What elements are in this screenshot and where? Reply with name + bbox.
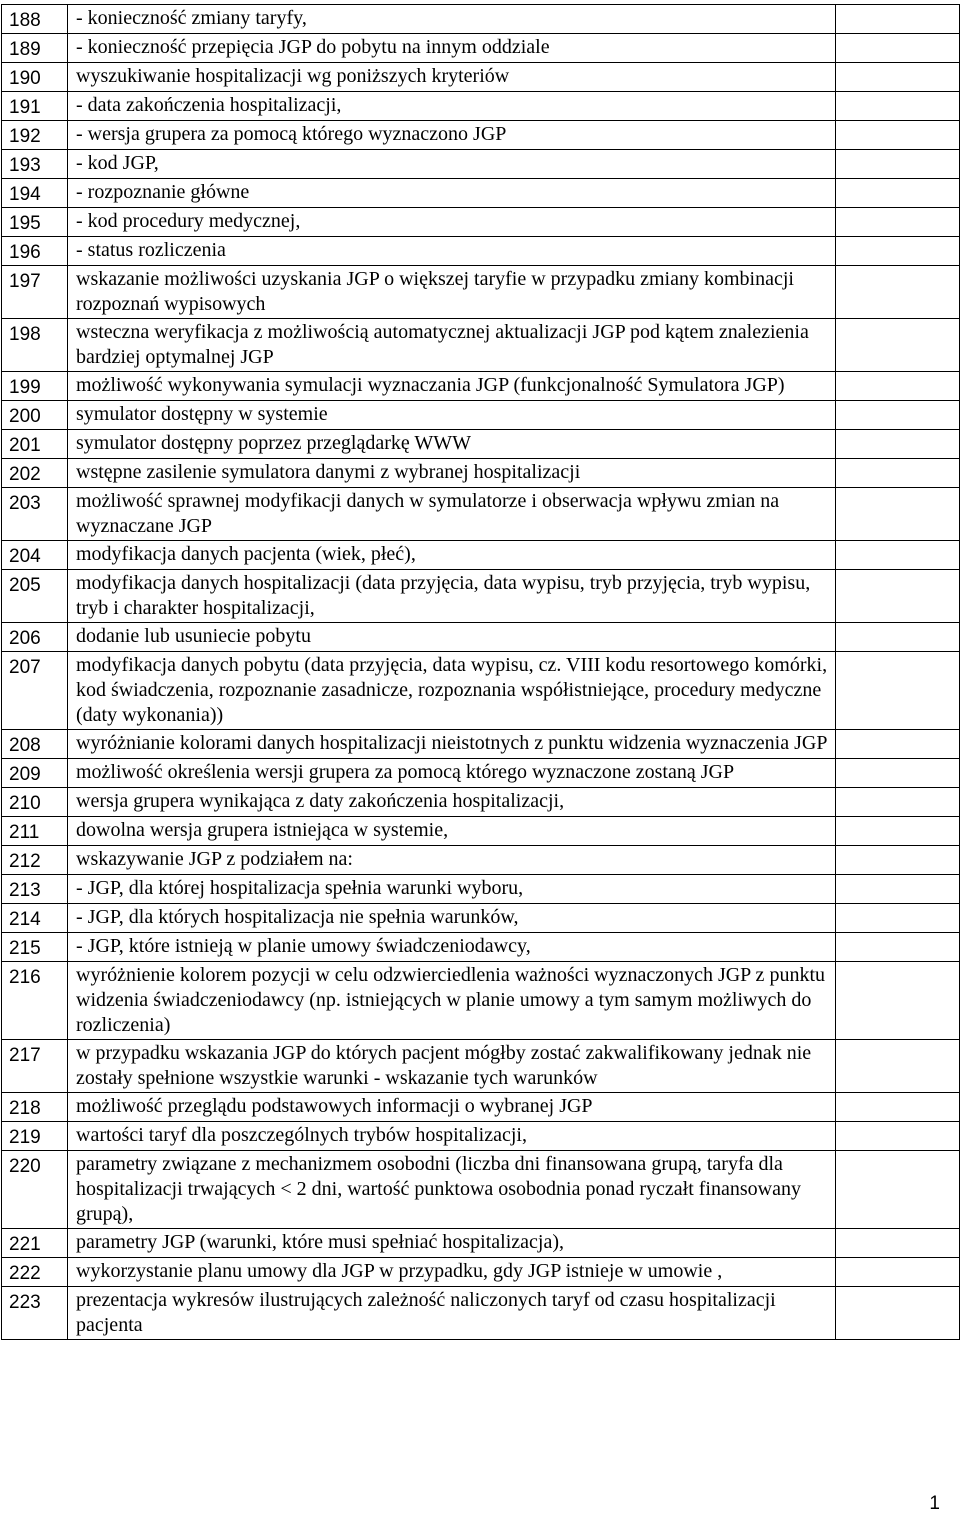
table-row [2, 488, 960, 541]
row-empty-cell [836, 34, 960, 63]
table-row [2, 1287, 960, 1340]
row-number: 205 [2, 570, 68, 623]
row-number: 202 [2, 459, 68, 488]
row-empty-cell [836, 1258, 960, 1287]
table-row [2, 904, 960, 933]
row-text: możliwość sprawnej modyfikacji danych w symulatorze i obserwacja wpływu zmian na wyznaczane JGP [68, 488, 836, 541]
table-row [2, 63, 960, 92]
row-number: 192 [2, 121, 68, 150]
row-text: możliwość wykonywania symulacji wyznaczania JGP (funkcjonalność Symulatora JGP) [68, 372, 836, 401]
table-row [2, 266, 960, 319]
row-text: - kod procedury medycznej, [68, 208, 836, 237]
row-empty-cell [836, 1093, 960, 1122]
table-row [2, 1040, 960, 1093]
table-row [2, 1151, 960, 1229]
row-empty-cell [836, 846, 960, 875]
table-row [2, 208, 960, 237]
row-number: 215 [2, 933, 68, 962]
row-text: dodanie lub usuniecie pobytu [68, 623, 836, 652]
row-number: 197 [2, 266, 68, 319]
row-number: 217 [2, 1040, 68, 1093]
row-text: symulator dostępny poprzez przeglądarkę WWW [68, 430, 836, 459]
row-empty-cell [836, 63, 960, 92]
row-number: 207 [2, 652, 68, 730]
row-number: 220 [2, 1151, 68, 1229]
row-empty-cell [836, 759, 960, 788]
row-empty-cell [836, 904, 960, 933]
row-number: 193 [2, 150, 68, 179]
row-number: 206 [2, 623, 68, 652]
row-empty-cell [836, 179, 960, 208]
row-empty-cell [836, 817, 960, 846]
row-empty-cell [836, 570, 960, 623]
row-text: modyfikacja danych pacjenta (wiek, płeć), [68, 541, 836, 570]
row-empty-cell [836, 623, 960, 652]
row-number: 221 [2, 1229, 68, 1258]
row-number: 196 [2, 237, 68, 266]
row-text: - konieczność przepięcia JGP do pobytu na innym oddziale [68, 34, 836, 63]
row-empty-cell [836, 121, 960, 150]
table-row [2, 730, 960, 759]
row-empty-cell [836, 150, 960, 179]
row-empty-cell [836, 459, 960, 488]
row-number: 203 [2, 488, 68, 541]
row-empty-cell [836, 788, 960, 817]
requirements-table [1, 4, 960, 1340]
page-number: 1 [929, 1493, 940, 1514]
table-row [2, 121, 960, 150]
table-row [2, 430, 960, 459]
row-number: 190 [2, 63, 68, 92]
row-number: 195 [2, 208, 68, 237]
row-number: 223 [2, 1287, 68, 1340]
table-row [2, 372, 960, 401]
table-row [2, 623, 960, 652]
table-row [2, 401, 960, 430]
table-row [2, 1229, 960, 1258]
table-row [2, 759, 960, 788]
row-number: 199 [2, 372, 68, 401]
row-text: parametry związane z mechanizmem osobodni (liczba dni finansowana grupą, taryfa dla hospitalizacji trwających < 2 dni, wartość punktowa osobodnia ponad ryczałt finansowany grupą), [68, 1151, 836, 1229]
row-text: możliwość przeglądu podstawowych informacji o wybranej JGP [68, 1093, 836, 1122]
row-number: 211 [2, 817, 68, 846]
row-text: wykorzystanie planu umowy dla JGP w przypadku, gdy JGP istnieje w umowie , [68, 1258, 836, 1287]
row-text: dowolna wersja grupera istniejąca w systemie, [68, 817, 836, 846]
table-row [2, 34, 960, 63]
row-empty-cell [836, 430, 960, 459]
row-empty-cell [836, 401, 960, 430]
table-row [2, 1258, 960, 1287]
table-row [2, 319, 960, 372]
row-empty-cell [836, 319, 960, 372]
row-text: wstępne zasilenie symulatora danymi z wybranej hospitalizacji [68, 459, 836, 488]
table-row [2, 541, 960, 570]
row-number: 210 [2, 788, 68, 817]
row-text: wartości taryf dla poszczególnych trybów hospitalizacji, [68, 1122, 836, 1151]
row-number: 189 [2, 34, 68, 63]
row-empty-cell [836, 933, 960, 962]
row-number: 218 [2, 1093, 68, 1122]
table-row [2, 933, 960, 962]
row-empty-cell [836, 488, 960, 541]
row-text: - data zakończenia hospitalizacji, [68, 92, 836, 121]
row-empty-cell [836, 875, 960, 904]
table-row [2, 817, 960, 846]
row-empty-cell [836, 652, 960, 730]
row-text: wsteczna weryfikacja z możliwością automatycznej aktualizacji JGP pod kątem znalezienia bardziej optymalnej JGP [68, 319, 836, 372]
row-empty-cell [836, 1040, 960, 1093]
row-text: w przypadku wskazania JGP do których pacjent mógłby zostać zakwalifikowany jednak nie zostały spełnione wszystkie warunki - wskazanie tych warunków [68, 1040, 836, 1093]
row-text: modyfikacja danych hospitalizacji (data przyjęcia, data wypisu, tryb przyjęcia, tryb wypisu, tryb i charakter hospitalizacji, [68, 570, 836, 623]
row-number: 214 [2, 904, 68, 933]
row-text: - rozpoznanie główne [68, 179, 836, 208]
table-row [2, 652, 960, 730]
row-text: - status rozliczenia [68, 237, 836, 266]
row-text: wyróżnianie kolorami danych hospitalizacji nieistotnych z punktu widzenia wyznaczenia JGP [68, 730, 836, 759]
table-row [2, 5, 960, 34]
row-number: 208 [2, 730, 68, 759]
row-empty-cell [836, 1287, 960, 1340]
table-row [2, 962, 960, 1040]
row-text: symulator dostępny w systemie [68, 401, 836, 430]
row-text: - JGP, dla których hospitalizacja nie spełnia warunków, [68, 904, 836, 933]
row-text: wskazanie możliwości uzyskania JGP o większej taryfie w przypadku zmiany kombinacji rozpoznań wypisowych [68, 266, 836, 319]
table-row [2, 179, 960, 208]
table-row [2, 150, 960, 179]
row-number: 212 [2, 846, 68, 875]
row-empty-cell [836, 962, 960, 1040]
row-empty-cell [836, 237, 960, 266]
row-empty-cell [836, 1229, 960, 1258]
row-text: prezentacja wykresów ilustrujących zależność naliczonych taryf od czasu hospitalizacji pacjenta [68, 1287, 836, 1340]
row-empty-cell [836, 1151, 960, 1229]
row-empty-cell [836, 541, 960, 570]
row-empty-cell [836, 5, 960, 34]
row-number: 204 [2, 541, 68, 570]
row-number: 191 [2, 92, 68, 121]
row-text: wyszukiwanie hospitalizacji wg poniższych kryteriów [68, 63, 836, 92]
table-row [2, 570, 960, 623]
row-number: 209 [2, 759, 68, 788]
row-empty-cell [836, 372, 960, 401]
table-row [2, 1122, 960, 1151]
row-text: wersja grupera wynikająca z daty zakończenia hospitalizacji, [68, 788, 836, 817]
row-empty-cell [836, 92, 960, 121]
row-number: 188 [2, 5, 68, 34]
row-text: parametry JGP (warunki, które musi spełniać hospitalizacja), [68, 1229, 836, 1258]
row-empty-cell [836, 730, 960, 759]
row-text: - konieczność zmiany taryfy, [68, 5, 836, 34]
row-text: wyróżnienie kolorem pozycji w celu odzwierciedlenia ważności wyznaczonych JGP z punktu widzenia świadczeniodawcy (np. istniejących w planie umowy a tym samym możliwych do rozliczenia) [68, 962, 836, 1040]
row-empty-cell [836, 208, 960, 237]
table-row [2, 459, 960, 488]
row-number: 222 [2, 1258, 68, 1287]
row-empty-cell [836, 266, 960, 319]
row-text: - JGP, dla której hospitalizacja spełnia warunki wyboru, [68, 875, 836, 904]
requirements-table-body [2, 5, 960, 1340]
row-text: - wersja grupera za pomocą którego wyznaczono JGP [68, 121, 836, 150]
row-empty-cell [836, 1122, 960, 1151]
row-number: 200 [2, 401, 68, 430]
table-row [2, 237, 960, 266]
table-row [2, 875, 960, 904]
table-row [2, 846, 960, 875]
row-number: 213 [2, 875, 68, 904]
row-text: modyfikacja danych pobytu (data przyjęcia, data wypisu, cz. VIII kodu resortowego komórki, kod świadczenia, rozpoznanie zasadnicze, rozpoznania współistniejące, procedury medyczne (daty wykonania)) [68, 652, 836, 730]
table-row [2, 92, 960, 121]
row-number: 194 [2, 179, 68, 208]
row-text: możliwość określenia wersji grupera za pomocą którego wyznaczone zostaną JGP [68, 759, 836, 788]
table-row [2, 1093, 960, 1122]
row-text: - JGP, które istnieją w planie umowy świadczeniodawcy, [68, 933, 836, 962]
row-number: 219 [2, 1122, 68, 1151]
table-row [2, 788, 960, 817]
row-text: - kod JGP, [68, 150, 836, 179]
row-number: 201 [2, 430, 68, 459]
row-number: 216 [2, 962, 68, 1040]
row-text: wskazywanie JGP z podziałem na: [68, 846, 836, 875]
row-number: 198 [2, 319, 68, 372]
